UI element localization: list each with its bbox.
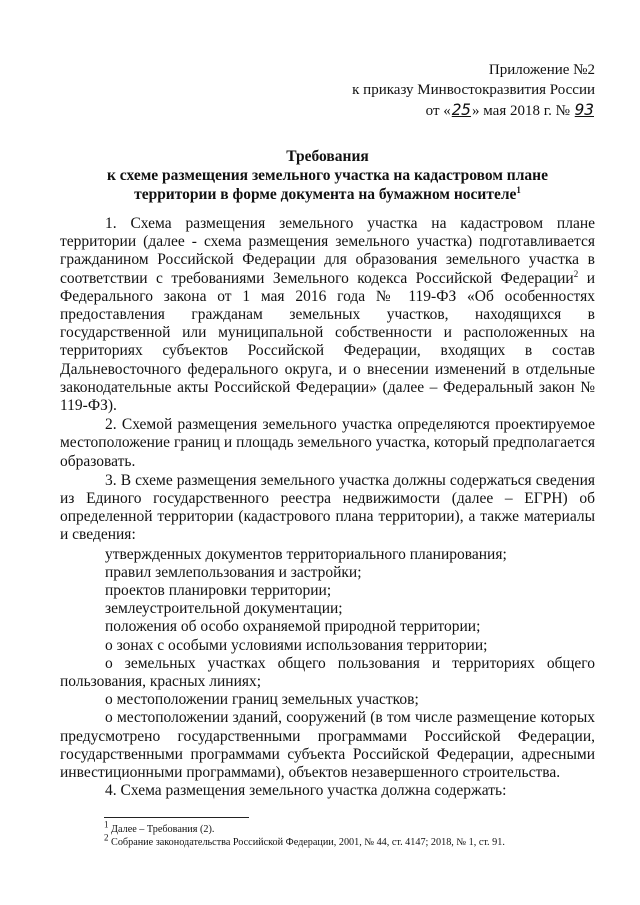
footnote-1-ref: 1 xyxy=(104,819,109,830)
footnote-2 xyxy=(104,832,600,849)
footnote-2-text: Собрание законодательства Российской Федерации, 2001, № 44, ст. 4147; 2018, № 1, ст. 91. xyxy=(108,837,505,848)
footnote-1-text: Далее – Требования (2). xyxy=(108,824,215,835)
document-title xyxy=(60,147,595,204)
list-item: о местоположении зданий, сооружений (в том числе размещение которых предусмотрено государственными программами Российской Федерации, государственными программами субъекта Российской Федерации, адресными инвестиционными программами), объектов незавершенного строительства. xyxy=(60,709,595,782)
footnote-2-ref: 2 xyxy=(104,832,109,843)
footnote-1 xyxy=(104,819,600,836)
annex-header xyxy=(295,60,595,121)
document-body xyxy=(60,215,595,802)
paragraph-1 xyxy=(60,215,595,415)
paragraph-2: 2. Схемой размещения земельного участка определяются проектируемое местоположение границ и площадь земельного участка, который предполагается образовать. xyxy=(60,416,595,470)
list-item: правил землепользования и застройки; xyxy=(105,563,362,581)
paragraph-4: 4. Схема размещения земельного участка должна содержать: xyxy=(105,782,507,800)
list-item: проектов планировки территории; xyxy=(105,582,332,600)
annex-day-handwritten: 25 xyxy=(451,100,472,119)
title-line-3 xyxy=(60,185,595,204)
annex-date-line xyxy=(295,100,595,121)
list-item: землеустроительной документации; xyxy=(105,600,343,618)
title-line-1: Требования xyxy=(286,148,369,165)
list-item: о земельных участках общего пользования и территориях общего пользования, красных линиях; xyxy=(60,654,595,691)
title-line-3-text: территории в форме документа на бумажном носителе xyxy=(134,186,517,203)
paragraph-1-text-a: 1. Схема размещения земельного участка на кадастровом плане территории (далее - схема размещения земельного участка) подготавливается гражданином Российской Федерации для образования земельного участка в соответствии с требованиями Земельного кодекса Российской Федерации xyxy=(60,215,595,287)
title-footnote-ref: 1 xyxy=(516,184,521,195)
footnote-divider xyxy=(104,817,249,818)
annex-number-handwritten: 93 xyxy=(574,100,594,119)
list-item: утвержденных документов территориального планирования; xyxy=(105,545,507,563)
list-item: положения об особо охраняемой природной территории; xyxy=(105,618,481,636)
paragraph-1-footnote-ref: 2 xyxy=(573,268,579,279)
list-item: о местоположении границ земельных участков; xyxy=(105,691,419,709)
annex-title: Приложение №2 xyxy=(488,62,595,78)
annex-date-middle: » мая 2018 г. № xyxy=(472,103,570,119)
footnotes xyxy=(104,819,600,849)
annex-date-prefix: от « xyxy=(425,103,451,119)
list-item: о зонах с особыми условиями использования территории; xyxy=(105,636,488,654)
paragraph-3: 3. В схеме размещения земельного участка должны содержаться сведения из Единого государственного реестра недвижимости (далее – ЕГРН) об определенной территории (кадастрового плана территории), а также материалы и сведения: xyxy=(60,471,595,544)
title-line-2: к схеме размещения земельного участка на кадастровом плане xyxy=(107,167,548,184)
annex-order-ref: к приказу Минвостокразвития России xyxy=(352,82,595,98)
paragraph-1-text-b: и Федерального закона от 1 мая 2016 года № 119-ФЗ «Об особенностях предоставления гражданам земельных участков, находящихся в государственной или муниципальной собственности и расположенных на территориях субъектов Российской Федерации, входящих в состав Дальневосточного федерального округа, и о внесении изменений в отдельные законодательные акты Российской Федерации» (далее – Федеральный закон № 119-ФЗ). xyxy=(60,269,596,415)
